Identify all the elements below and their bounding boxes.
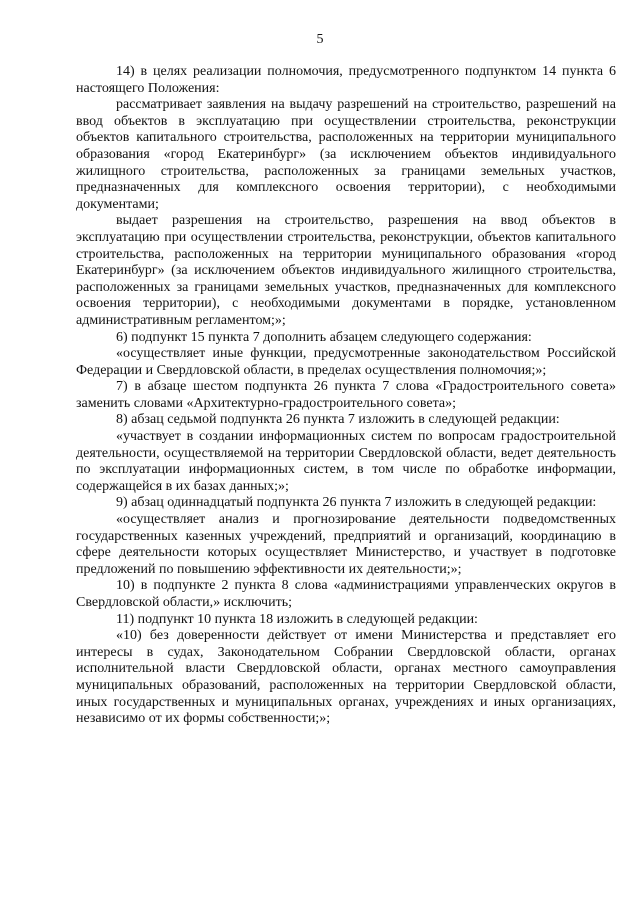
paragraph-amendment-11: 11) подпункт 10 пункта 18 изложить в следующей редакции: bbox=[116, 611, 478, 627]
paragraph-representation: «10) без доверенности действует от имени Министерства и представляет его интересы в судах, Законодательном Собрании Свердловской области, органах исполнительной власти Свердловской области, органах местного самоуправления муниципальных образований, расположенных на территории Свердловской области, иных государственных и муниципальных органах, учреждениях и иных организациях, независимо от их формы собственности;»; bbox=[76, 628, 616, 727]
paragraph-amendment-8: 8) абзац седьмой подпункта 26 пункта 7 изложить в следующей редакции: bbox=[116, 412, 560, 428]
page-number: 5 bbox=[316, 32, 324, 47]
paragraph-amendment-9: 9) абзац одиннадцатый подпункта 26 пункта 7 изложить в следующей редакции: bbox=[116, 495, 597, 511]
paragraph-review-applications: рассматривает заявления на выдачу разрешений на строительство, разрешений на ввод объектов в эксплуатацию при осуществлении строительства, реконструкции объектов капитального строительства, расположенных на территории муниципального образования «город Екатеринбург» (за исключением объектов индивидуального жилищного строительства, расположенных за границами земельных участков, предназначенных для комплексного освоения территории), с необходимыми документами; bbox=[76, 97, 616, 212]
paragraph-amendment-10: 10) в подпункте 2 пункта 8 слова «администрациями управленческих округов в Свердловской области,» исключить; bbox=[76, 578, 616, 610]
paragraph-analysis-forecasting: «осуществляет анализ и прогнозирование деятельности подведомственных государственных казенных учреждений, предприятий и организаций, координацию в сфере деятельности которых осуществляет Министерство, и участвует в подготовке предложений по повышению эффективности их деятельности;»; bbox=[76, 512, 616, 577]
paragraph-item-14: 14) в целях реализации полномочия, предусмотренного подпунктом 14 пункта 6 настоящего Положения: bbox=[76, 64, 616, 96]
paragraph-other-functions: «осуществляет иные функции, предусмотренные законодательством Российской Федерации и Свердловской области, в пределах осуществления полномочия;»; bbox=[76, 346, 616, 378]
paragraph-information-systems: «участвует в создании информационных систем по вопросам градостроительной деятельности, осуществляемой на территории Свердловской области, ведет деятельность по эксплуатации информационных систем, в том числе по обработке информации, содержащейся в их базах данных;»; bbox=[76, 429, 616, 494]
paragraph-amendment-6: 6) подпункт 15 пункта 7 дополнить абзацем следующего содержания: bbox=[116, 329, 532, 345]
document-body bbox=[76, 64, 616, 728]
paragraph-amendment-7: 7) в абзаце шестом подпункта 26 пункта 7 слова «Градостроительного совета» заменить словами «Архитектурно-градостроительного совета»; bbox=[76, 379, 616, 411]
paragraph-issue-permits: выдает разрешения на строительство, разрешения на ввод объектов в эксплуатацию при осуществлении строительства, реконструкции, объектов капитального строительства, расположенных на территории муниципального образования «город Екатеринбург» (за исключением объектов индивидуального жилищного строительства, расположенных за границами земельных участков, предназначенных для комплексного освоения территории), с необходимыми документами в порядке, установленном административным регламентом;»; bbox=[76, 213, 616, 328]
